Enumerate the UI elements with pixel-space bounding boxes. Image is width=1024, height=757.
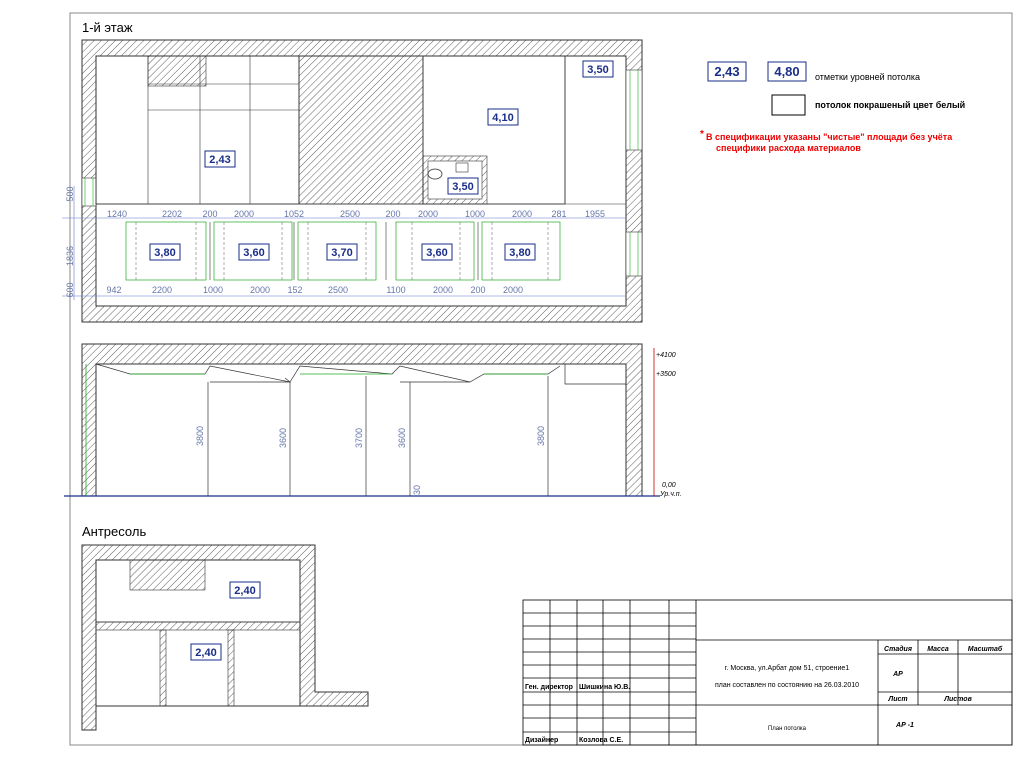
level-label xyxy=(583,61,613,77)
state-note: план составлен по состоянию на 26.03.2010 xyxy=(714,682,860,689)
svg-text:3,80: 3,80 xyxy=(509,247,531,259)
level-label xyxy=(327,244,357,260)
legend-levels-label: отметки уровней потолка xyxy=(815,72,921,82)
sheet-header: Лист xyxy=(888,696,908,703)
svg-text:3,70: 3,70 xyxy=(331,247,353,259)
dim-bottom: 152 xyxy=(287,285,303,295)
level-label xyxy=(448,178,478,194)
legend-white-swatch xyxy=(772,95,805,115)
legend-sample xyxy=(768,62,806,81)
section-height: 3700 xyxy=(354,427,364,449)
dim-top: 1240 xyxy=(106,209,128,219)
floor1-title: 1-й этаж xyxy=(82,20,133,35)
project-address: г. Москва, ул.Арбат дом 51, строение1 xyxy=(724,665,850,672)
dim-left: 600 xyxy=(65,282,75,298)
scale-header: Масштаб xyxy=(967,646,1003,653)
dim-bottom: 2200 xyxy=(151,285,173,295)
note-line1: В спецификации указаны "чистые" площади без учёта xyxy=(706,132,953,142)
mezzanine-plan xyxy=(82,545,368,730)
dim-bottom: 2500 xyxy=(327,285,349,295)
mark-zero: 0,00 xyxy=(662,482,676,489)
mark-top: +4100 xyxy=(656,352,676,359)
dim-bottom: 942 xyxy=(106,285,122,295)
stair xyxy=(148,56,206,86)
svg-text:4,10: 4,10 xyxy=(492,112,514,124)
name-designer: Козлова С.Е. xyxy=(579,737,624,744)
legend-white-label: потолок покрашеный цвет белый xyxy=(815,100,966,110)
section-height: 3600 xyxy=(397,427,407,449)
level-label xyxy=(191,644,221,660)
svg-text:2,43: 2,43 xyxy=(714,64,740,79)
note-star: * xyxy=(700,129,704,140)
level-label xyxy=(422,244,452,260)
section-height: 3800 xyxy=(536,425,546,447)
mass-header: Масса xyxy=(927,646,949,653)
title-block xyxy=(523,600,1012,745)
dim-left: 1836 xyxy=(65,245,75,267)
dim-top: 200 xyxy=(385,209,401,219)
svg-text:2,43: 2,43 xyxy=(209,154,231,166)
section-walls xyxy=(82,344,642,496)
dim-bottom: 2000 xyxy=(502,285,524,295)
mezzanine-walls xyxy=(82,545,368,730)
dim-top: 281 xyxy=(551,209,567,219)
mark-zero-sub: Ур.ч.п. xyxy=(660,491,682,498)
dim-bottom: 200 xyxy=(470,285,486,295)
svg-text:3,80: 3,80 xyxy=(154,247,176,259)
dim-top: 200 xyxy=(202,209,218,219)
level-label xyxy=(239,244,269,260)
dim-bottom: 2000 xyxy=(249,285,271,295)
sheet-frame xyxy=(70,13,1012,745)
drawing-code: АР -1 xyxy=(896,722,914,729)
stage-header: Стадия xyxy=(884,646,912,653)
svg-text:2,40: 2,40 xyxy=(195,647,217,659)
note-line2: специфики расхода материалов xyxy=(716,143,861,153)
svg-text:3,60: 3,60 xyxy=(243,247,265,259)
floor1-plan xyxy=(62,40,642,322)
dim-bottom: 1000 xyxy=(202,285,224,295)
dim-top: 2000 xyxy=(511,209,533,219)
svg-text:3,50: 3,50 xyxy=(452,181,474,193)
svg-text:3,50: 3,50 xyxy=(587,64,609,76)
floor-mark: 30 xyxy=(412,484,422,496)
dim-bottom: 2000 xyxy=(432,285,454,295)
section-height: 3600 xyxy=(278,427,288,449)
level-label xyxy=(205,151,235,167)
level-label xyxy=(230,582,260,598)
svg-text:3,60: 3,60 xyxy=(426,247,448,259)
stage-value: АР xyxy=(893,671,903,678)
mezzanine-title: Антресоль xyxy=(82,524,147,539)
level-label xyxy=(488,109,518,125)
dim-top: 1000 xyxy=(464,209,486,219)
role-designer: Дизайнер xyxy=(525,737,559,744)
name-director: Шишкина Ю.В. xyxy=(579,684,631,691)
mezzanine-stair xyxy=(130,560,205,590)
dim-left: 500 xyxy=(65,186,75,202)
section-view xyxy=(64,344,682,498)
mark-mid: +3500 xyxy=(656,371,676,378)
dim-top: 1052 xyxy=(283,209,305,219)
legend-sample xyxy=(708,62,746,81)
dim-top: 2000 xyxy=(233,209,255,219)
level-label xyxy=(150,244,180,260)
dim-top: 2000 xyxy=(417,209,439,219)
dim-top: 2202 xyxy=(161,209,183,219)
toilet-icon xyxy=(428,169,442,179)
legend xyxy=(700,62,965,153)
floor1-core-block xyxy=(299,56,423,204)
svg-text:2,40: 2,40 xyxy=(234,585,256,597)
sink-icon xyxy=(456,163,468,172)
sheets-header: Листов xyxy=(944,696,972,703)
title-block-text xyxy=(525,645,1003,744)
svg-text:4,80: 4,80 xyxy=(774,64,800,79)
section-height: 3800 xyxy=(195,425,205,447)
dim-top: 2500 xyxy=(339,209,361,219)
drawing-name: План потолка xyxy=(767,726,807,732)
level-label xyxy=(505,244,535,260)
dim-top: 1955 xyxy=(584,209,606,219)
dim-bottom: 1100 xyxy=(386,285,406,295)
role-director: Ген. директор xyxy=(525,684,573,691)
